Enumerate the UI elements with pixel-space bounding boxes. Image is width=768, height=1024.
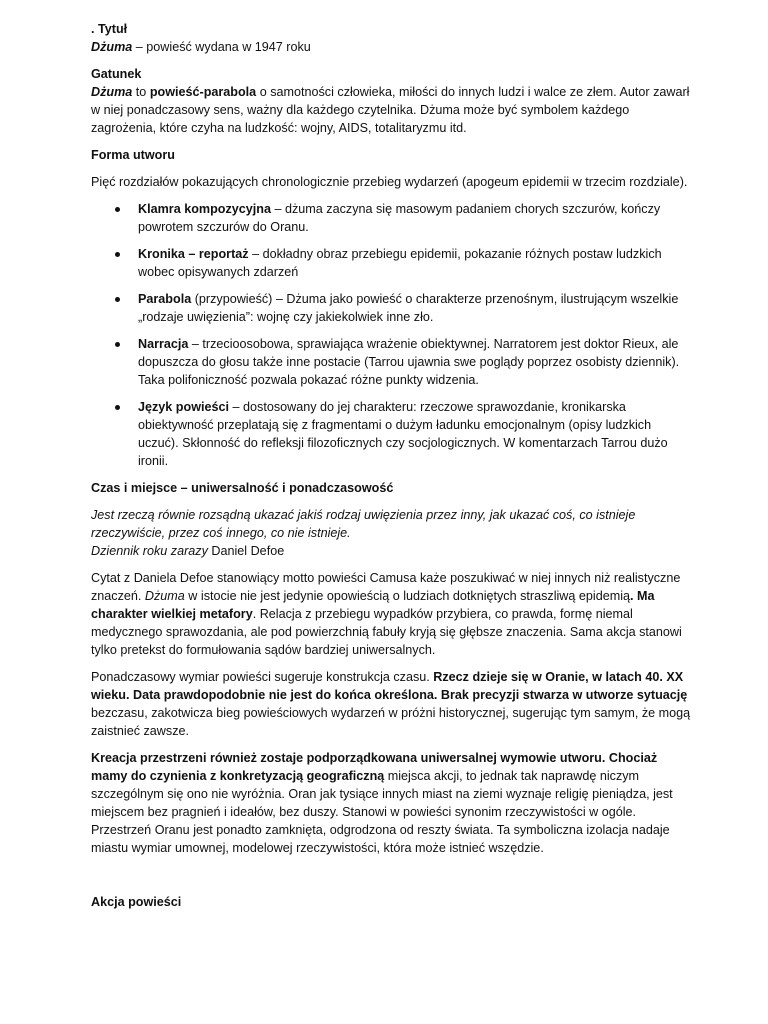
list-item-term: Narracja	[138, 337, 189, 351]
bold-span: . Ma charakter wielkiej metafory	[91, 589, 655, 621]
genre-text-2: o samotności człowieka, miłości do innych ludzi i walce ze złem. Autor zawarł w niej ponadczasowy sens, ważny dla każdego czytelnika. Dżuma może być symbolem każdego zagrożenia, które czyha na ludzkość: wojny, AIDS, totalitaryzmu itd.	[91, 85, 690, 135]
genre-work-title: Dżuma	[91, 85, 133, 99]
list-item	[91, 200, 691, 236]
genre-term: powieść-parabola	[149, 85, 257, 99]
list-item	[91, 398, 691, 470]
document-page	[91, 20, 691, 911]
genre-text-1: to	[132, 85, 150, 99]
list-item-term: Klamra kompozycyjna	[138, 202, 271, 216]
action-heading: Akcja powieści	[91, 895, 182, 909]
text-span: miejsca akcji, to jednak tak naprawdę niczym szczególnym się ono nie wyróżnia. Oran jak tysiące innych miast na ziemi wyznaje religię pieniądza, jest miejscem bez pragnień i ideałów, bez duszy. Stanowi w powieści synonim rzeczywistości w ogóle. Przestrzeń Oranu jest ponadto zamknięta, odgrodzona od reszty świata. Ta symboliczna izolacja nadaje miastu wymiar umownej, modelowej rzeczywistości, która może istnieć wszędzie.	[91, 769, 673, 855]
list-item	[91, 335, 691, 389]
list-item-term: Język powieści	[138, 400, 230, 414]
title-label: . Tytuł	[91, 22, 128, 36]
text-span: . Relacja z przebiegu wypadków przybiera, co prawda, formę niemal medycznego sprawozdania, ale pod powierzchnią fabuły kryją się głębsze znaczenia. Sama akcja stanowi tylko pretekst do formułowania sądów bardziej uniwersalnych.	[91, 607, 682, 657]
list-item-term: Kronika – reportaż	[138, 247, 249, 261]
text-span: Ponadczasowy wymiar powieści sugeruje konstrukcja czasu.	[91, 670, 434, 684]
list-item	[91, 245, 691, 281]
work-title-rest: – powieść wydana w 1947 roku	[132, 40, 311, 54]
work-title: Dżuma	[91, 40, 133, 54]
bold-span: Rzecz dzieje się w Oranie, w latach 40. XX wieku. Data prawdopodobnie nie jest do końca określona. Brak precyzji stwarza w utworze sytuację	[91, 670, 688, 702]
list-item-text: – trzecioosobowa, sprawiająca wrażenie obiektywnej. Narratorem jest doktor Rieux, ale dopuszcza do głosu także inne postacie (Tarrou ujawnia swe poglądy poprzez osobisty dziennik). Taka polifoniczność pozwala pokazać różne punkty widzenia.	[138, 337, 680, 387]
list-item-term: Parabola	[138, 292, 192, 306]
genre-paragraph	[91, 83, 691, 137]
list-item-text: – dokładny obraz przebiegu epidemii, pokazanie różnych postaw ludzkich wobec opisywanych zdarzeń	[138, 247, 662, 279]
paragraph-space	[91, 749, 691, 857]
motto-quote	[91, 506, 691, 542]
time-place-heading: Czas i miejsce – uniwersalność i ponadczasowość	[91, 481, 394, 495]
paragraph-metaphor	[91, 569, 691, 659]
list-item	[91, 290, 691, 326]
genre-heading: Gatunek	[91, 67, 142, 81]
list-item-text: – dżuma zaczyna się masowym padaniem chorych szczurów, kończy powrotem szczurów do Oranu.	[138, 202, 661, 234]
form-heading: Forma utworu	[91, 148, 175, 162]
list-item-text: – dostosowany do jej charakteru: rzeczowe sprawozdanie, kronikarska obiektywność przeplatają się z fragmentami o dużym ładunku emocjonalnym (opisy ludzkich uczuć). Skłonność do refleksji filozoficznych czy socjologicznych. W komentarzach Tarrou dużo ironii.	[138, 400, 668, 468]
title-line	[91, 38, 691, 56]
list-item-text: (przypowieść) – Dżuma jako powieść o charakterze przenośnym, ilustrującym wszelkie „rodzaje uwięzienia”: wojnę czy jakiekolwiek inne zło.	[138, 292, 679, 324]
work-title-inline: Dżuma	[144, 589, 185, 603]
bold-span: Kreacja przestrzeni również zostaje podporządkowana uniwersalnej wymowie utworu. Chociaż mamy do czynienia z konkretyzacją geograficzną	[91, 751, 658, 783]
text-span: w istocie nie jest jedynie opowieścią o ludziach dotkniętych straszliwą epidemią	[184, 589, 630, 603]
motto-text: Jest rzeczą równie rozsądną ukazać jakiś rodzaj uwięzienia przez inny, jak ukazać coś, co istnieje rzeczywiście, przez coś innego, co nie istnieje.	[91, 508, 636, 540]
motto-source-title: Dziennik roku zarazy	[91, 544, 208, 558]
text-span: bezczasu, zakotwicza bieg powieściowych wydarzeń w próżni historycznej, sugerując tym samym, że mogą zaistnieć zawsze.	[91, 706, 691, 738]
motto-source-author: Daniel Defoe	[207, 544, 285, 558]
motto-source	[91, 542, 691, 560]
text-span: Cytat z Daniela Defoe stanowiący motto powieści Camusa każe poszukiwać w niej innych niż realistyczne znaczeń.	[91, 571, 681, 603]
paragraph-time	[91, 668, 691, 740]
form-intro: Pięć rozdziałów pokazujących chronologicznie przebieg wydarzeń (apogeum epidemii w trzecim rozdziale).	[91, 175, 688, 189]
form-list	[91, 200, 691, 470]
